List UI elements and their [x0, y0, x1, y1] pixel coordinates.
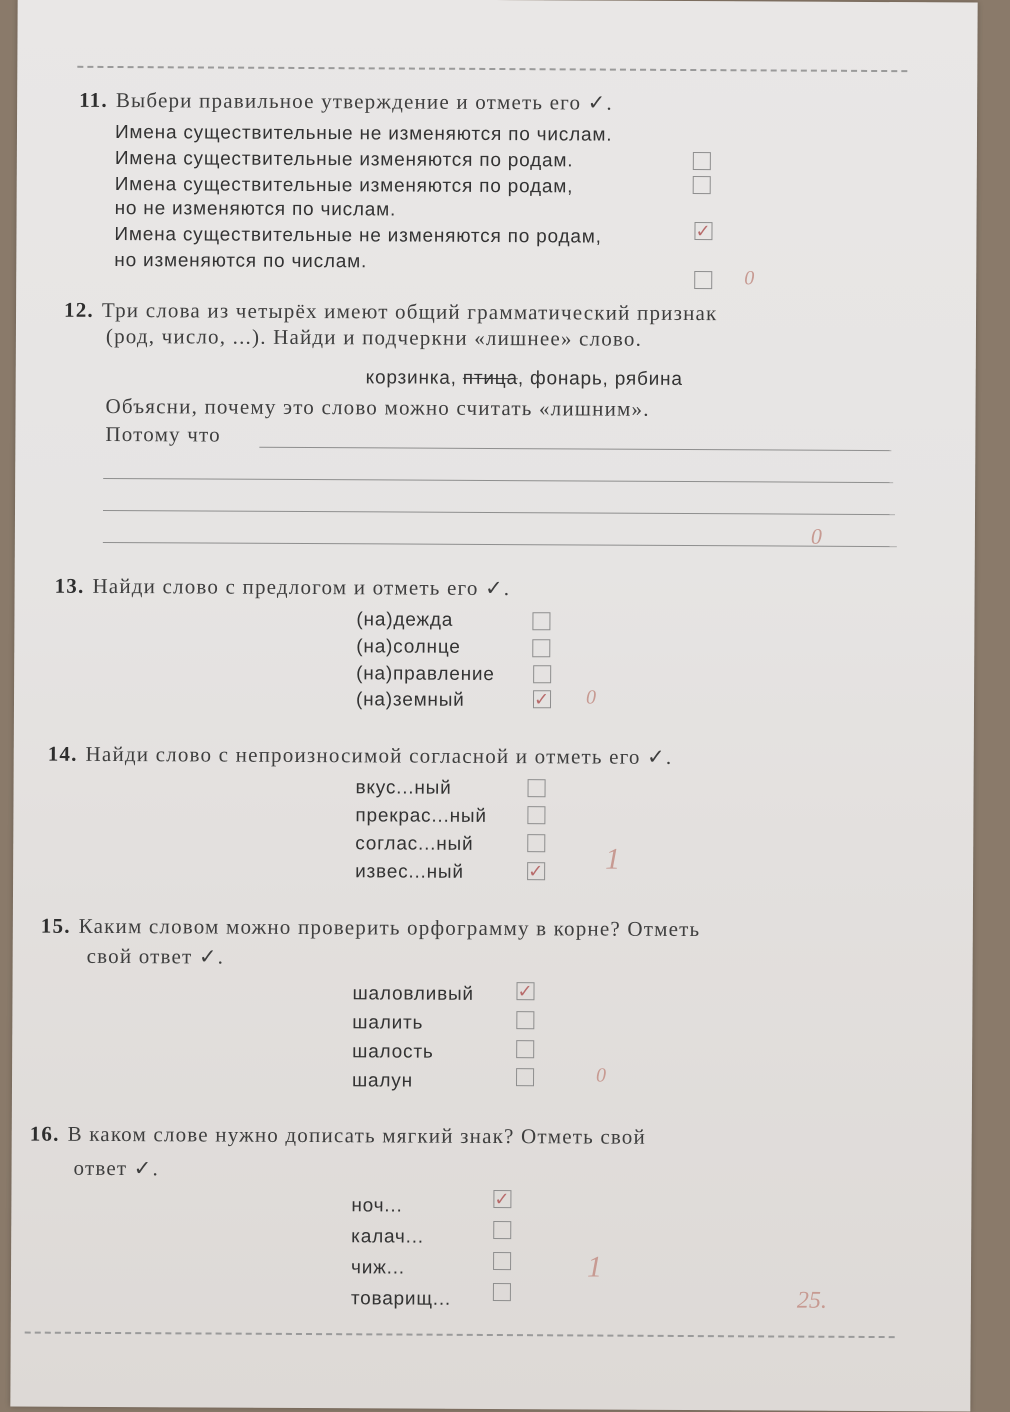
checkbox-13-3[interactable]	[533, 665, 551, 683]
task-16-option-3: чиж...	[350, 1257, 405, 1279]
task-number: 16.	[29, 1121, 60, 1146]
task-15-question-line2: свой ответ ✓.	[86, 943, 225, 969]
total-score: 25.	[796, 1287, 827, 1314]
task-11-question	[79, 88, 613, 116]
task-14-option-1: вкус...ный	[355, 777, 452, 799]
checkbox-13-4[interactable]	[533, 690, 551, 708]
task-13-option-1: (на)дежда	[356, 609, 454, 631]
checkbox-11-4[interactable]	[694, 271, 712, 289]
task-12-because-label: Потому что	[105, 421, 221, 447]
crossed-word: птица	[462, 367, 518, 390]
word-list-part: корзинка,	[365, 367, 463, 389]
grade-mark: 0	[744, 267, 755, 290]
checkbox-13-1[interactable]	[532, 612, 550, 630]
checkbox-11-3[interactable]	[694, 222, 712, 240]
question-text: Каким словом можно проверить орфограмму в корне? Отметь	[78, 913, 701, 942]
task-12-word-list	[366, 367, 683, 391]
question-text: Найди слово с непроизносимой согласной и отметь его ✓.	[85, 741, 673, 769]
task-14-question	[48, 742, 673, 770]
check-mark-icon: ✓	[533, 689, 550, 710]
task-14-option-4: извес...ный	[355, 861, 464, 883]
answer-line-4[interactable]	[103, 542, 897, 547]
task-number: 11.	[79, 87, 108, 112]
check-mark-icon: ✓	[695, 221, 711, 242]
grade-mark: 0	[585, 686, 597, 709]
checkbox-13-2[interactable]	[532, 639, 550, 657]
checkbox-11-1[interactable]	[693, 152, 711, 170]
checkbox-14-4[interactable]	[527, 862, 545, 880]
checkbox-14-2[interactable]	[527, 806, 545, 824]
checkbox-16-3[interactable]	[493, 1252, 511, 1270]
task-number: 12.	[63, 297, 94, 322]
grade-mark: 1	[605, 842, 621, 876]
checkbox-16-1[interactable]	[493, 1190, 511, 1208]
question-text: Найди слово с предлогом и отметь его ✓.	[92, 573, 511, 601]
task-13-option-2: (на)солнце	[356, 636, 461, 658]
task-number: 13.	[54, 573, 85, 598]
check-mark-icon: ✓	[528, 861, 544, 882]
question-text: Выбери правильное утверждение и отметь его ✓.	[115, 88, 613, 115]
task-11	[18, 0, 978, 290]
task-11-option-2: Имена существительные изменяются по родам.	[114, 148, 574, 172]
task-11-option-3a: Имена существительные изменяются по родам,	[114, 174, 574, 198]
task-16-option-4: товарищ...	[350, 1288, 452, 1310]
task-16-question-line2: ответ ✓.	[73, 1155, 160, 1181]
word-list-part: , фонарь, рябина	[517, 368, 683, 390]
task-12-explain: Объясни, почему это слово можно считать «лишним».	[105, 393, 650, 421]
task-15-option-3: шалость	[352, 1041, 434, 1063]
bottom-cut-line	[25, 1332, 895, 1339]
checkbox-14-3[interactable]	[527, 834, 545, 852]
question-text: Три слова из четырёх имеют общий грамматический признак	[101, 297, 718, 326]
task-number: 14.	[47, 741, 78, 766]
check-mark-icon: ✓	[517, 981, 533, 1002]
checkbox-16-2[interactable]	[493, 1221, 511, 1239]
task-12-question-line1	[64, 298, 718, 326]
task-12-question-line2: (род, число, ...). Найди и подчеркни «лишнее» слово.	[105, 323, 643, 351]
answer-line-3[interactable]	[103, 510, 895, 515]
checkbox-16-4[interactable]	[493, 1283, 511, 1301]
checkbox-14-1[interactable]	[528, 779, 546, 797]
task-15-question-line1	[41, 914, 701, 942]
answer-line-2[interactable]	[103, 478, 893, 483]
task-13-option-4: (на)земный	[355, 689, 465, 711]
worksheet-page	[10, 0, 977, 1412]
task-15-option-2: шалить	[352, 1012, 424, 1034]
task-14-option-2: прекрас...ный	[355, 805, 487, 827]
check-mark-icon: ✓	[494, 1189, 510, 1210]
grade-mark: 0	[596, 1064, 607, 1087]
task-11-option-3b: но не изменяются по числам.	[114, 198, 397, 221]
task-16-option-2: калач...	[351, 1226, 424, 1248]
task-15-option-4: шалун	[351, 1070, 413, 1092]
checkbox-15-4[interactable]	[516, 1068, 534, 1086]
checkbox-11-2[interactable]	[693, 176, 711, 194]
checkbox-15-1[interactable]	[516, 982, 534, 1000]
task-13-option-3: (на)правление	[356, 663, 495, 686]
task-15-option-1: шаловливый	[352, 983, 474, 1005]
task-16-question-line1	[30, 1122, 646, 1150]
task-11-option-1: Имена существительные не изменяются по числам.	[114, 122, 613, 146]
task-11-option-4a: Имена существительные не изменяются по родам,	[114, 224, 602, 248]
answer-line-1[interactable]	[259, 447, 891, 451]
grade-mark: 1	[586, 1250, 603, 1284]
grade-mark: 0	[810, 523, 822, 549]
task-11-option-4b: но изменяются по числам.	[114, 250, 368, 273]
task-16-option-1: ноч...	[351, 1195, 403, 1217]
question-text: В каком слове нужно дописать мягкий знак? Отметь свой	[67, 1121, 647, 1149]
top-cut-line	[77, 66, 907, 72]
checkbox-15-2[interactable]	[516, 1011, 534, 1029]
task-14-option-3: соглас...ный	[355, 833, 474, 855]
task-number: 15.	[40, 913, 71, 938]
checkbox-15-3[interactable]	[516, 1040, 534, 1058]
task-13-question	[55, 574, 511, 601]
